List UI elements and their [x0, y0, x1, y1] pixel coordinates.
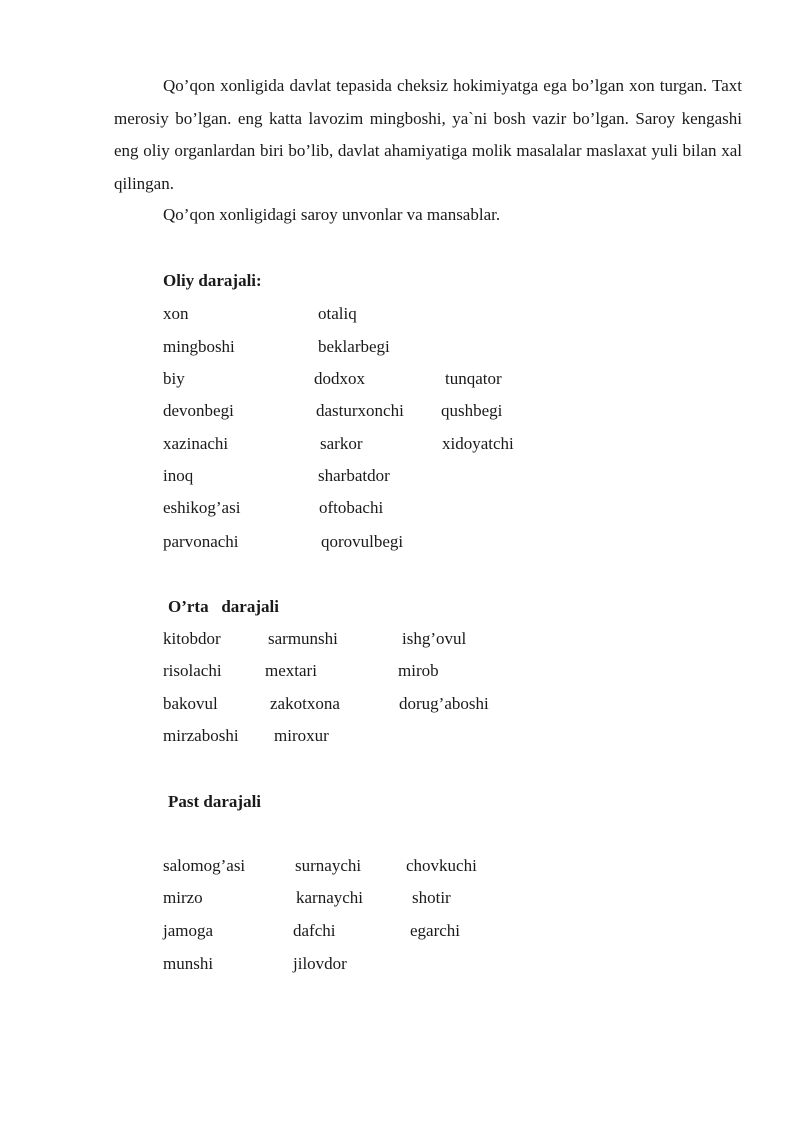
title-item: munshi: [163, 954, 214, 973]
title-item: mingboshi: [163, 337, 235, 356]
title-item: xon: [163, 304, 189, 323]
title-item: jilovdor: [293, 954, 347, 973]
title-item: oftobachi: [319, 498, 384, 517]
title-item: sarmunshi: [268, 629, 338, 648]
title-item: karnaychi: [296, 888, 364, 907]
section-heading-oliy: Oliy darajali:: [163, 271, 262, 290]
title-item: devonbegi: [163, 401, 234, 420]
title-item: ishg’ovul: [402, 629, 467, 648]
title-item: mirzo: [163, 888, 203, 907]
title-item: qorovulbegi: [321, 532, 404, 551]
title-item: shotir: [412, 888, 451, 907]
title-item: mextari: [265, 661, 317, 680]
title-item: surnaychi: [295, 856, 362, 875]
title-item: kitobdor: [163, 629, 221, 648]
title-item: dafchi: [293, 921, 336, 940]
title-item: sharbatdor: [318, 466, 390, 485]
title-item: qushbegi: [441, 401, 503, 420]
title-item: risolachi: [163, 661, 222, 680]
title-item: mirzaboshi: [163, 726, 239, 745]
title-item: dasturxonchi: [316, 401, 404, 420]
page-subtitle: Qo’qon xonligidagi saroy unvonlar va mansablar.: [163, 205, 501, 224]
title-item: miroxur: [274, 726, 329, 745]
title-item: xazinachi: [163, 434, 229, 453]
title-item: xidoyatchi: [442, 434, 514, 453]
title-item: inoq: [163, 466, 194, 485]
title-item: otaliq: [318, 304, 357, 323]
section-heading-orta: O’rta darajali: [168, 597, 279, 616]
title-item: chovkuchi: [406, 856, 477, 875]
title-item: biy: [163, 369, 185, 388]
title-item: eshikog’asi: [163, 498, 241, 517]
title-item: egarchi: [410, 921, 461, 940]
title-item: zakotxona: [270, 694, 340, 713]
section-heading-past: Past darajali: [168, 792, 262, 811]
title-item: mirob: [398, 661, 439, 680]
title-item: jamoga: [163, 921, 214, 940]
title-item: sarkor: [320, 434, 363, 453]
title-item: parvonachi: [163, 532, 239, 551]
title-item: dodxox: [314, 369, 365, 388]
title-item: dorug’aboshi: [399, 694, 489, 713]
intro-paragraph: Qo’qon xonligida davlat tepasida cheksiz hokimiyatga ega bo’lgan xon turgan. Taxt merosiy bo’lgan. eng katta lavozim mingboshi, ya`ni bosh vazir bo’lgan. Saroy kengashi eng oliy organlardan biri bo’lib, davlat ahamiyatiga molik masalalar maslaxat yuli bilan xal qilingan.: [114, 76, 742, 193]
title-item: bakovul: [163, 694, 218, 713]
title-item: tunqator: [445, 369, 502, 388]
title-item: salomog’asi: [163, 856, 246, 875]
title-item: beklarbegi: [318, 337, 390, 356]
